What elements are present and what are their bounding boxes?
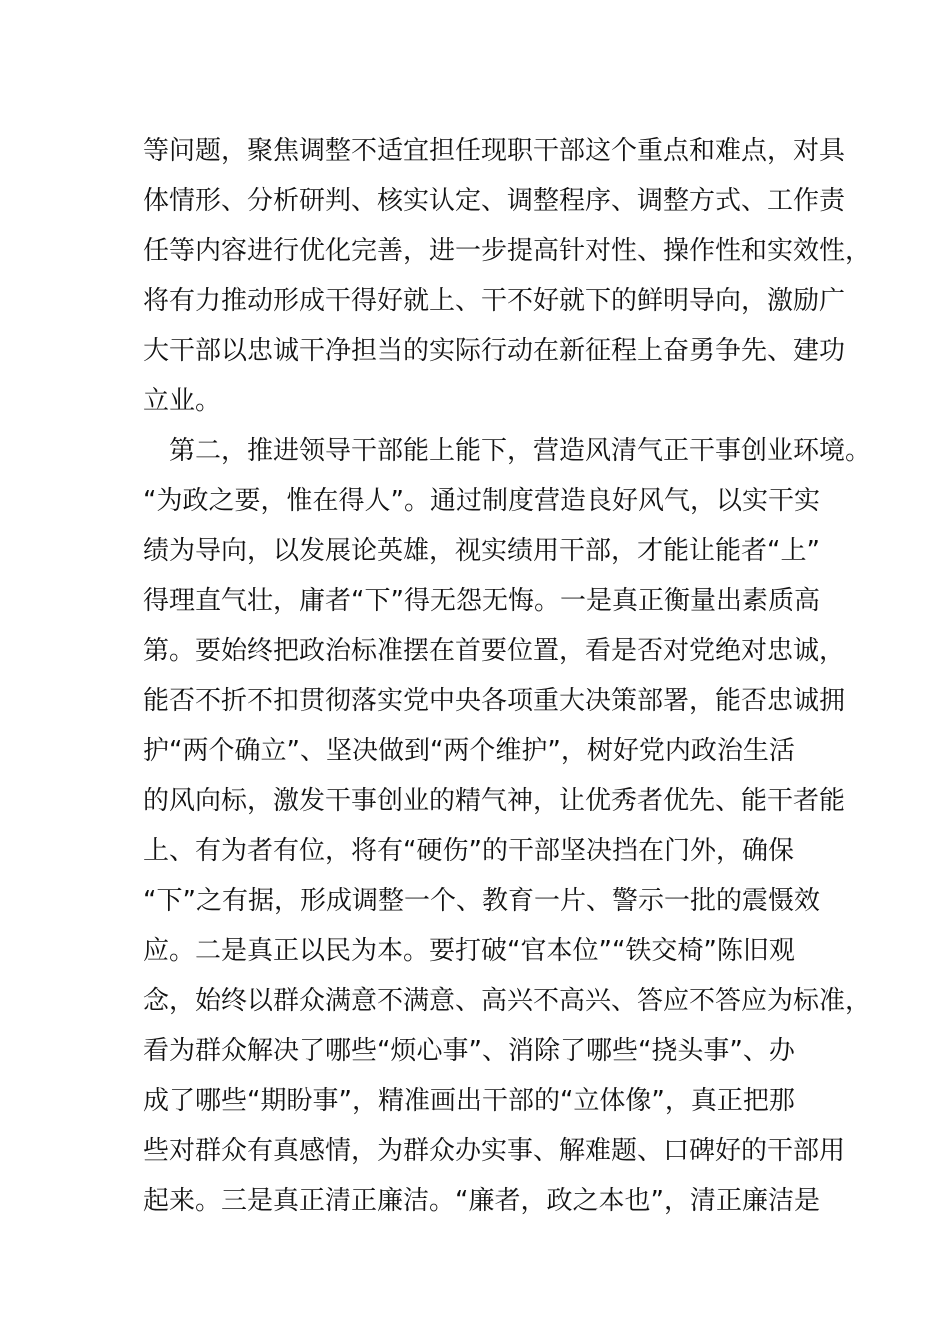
- text-line-4: 将有力推动形成干得好就上、干不好就下的鲜明导向，激励广: [143, 286, 846, 316]
- text-line-5: 大干部以忠诚干净担当的实际行动在新征程上奋勇争先、建功: [143, 336, 846, 366]
- text-line-13: 护“两个确立”、坚决做到“两个维护”，树好党内政治生活: [143, 736, 795, 766]
- text-line-2: 体情形、分析研判、核实认定、调整程序、调整方式、工作责: [143, 186, 846, 216]
- text-line-19: 看为群众解决了哪些“烦心事”、消除了哪些“挠头事”、办: [143, 1036, 795, 1066]
- text-line-21: 些对群众有真感情，为群众办实事、解难题、口碑好的干部用: [143, 1136, 846, 1166]
- text-line-11: 第。要始终把政治标准摆在首要位置，看是否对党绝对忠诚，: [143, 636, 846, 666]
- text-line-14: 的风向标，激发干事创业的精气神，让优秀者优先、能干者能: [143, 786, 846, 816]
- text-line-8: “为政之要，惟在得人”。通过制度营造良好风气，以实干实: [143, 486, 820, 516]
- text-line-9: 绩为导向，以发展论英雄，视实绩用干部，才能让能者“上”: [143, 536, 820, 566]
- body-text: [143, 126, 872, 1226]
- text-line-7: 第二，推进领导干部能上能下，营造风清气正干事创业环境。: [143, 436, 872, 466]
- text-line-12: 能否不折不扣贯彻落实党中央各项重大决策部署，能否忠诚拥: [143, 686, 846, 716]
- text-line-22: 起来。三是真正清正廉洁。“廉者，政之本也”，清正廉洁是: [143, 1186, 820, 1216]
- text-line-10: 得理直气壮，庸者“下”得无怨无悔。一是真正衡量出素质高: [143, 586, 820, 616]
- text-line-18: 念，始终以群众满意不满意、高兴不高兴、答应不答应为标准，: [143, 986, 872, 1016]
- text-line-1: 等问题，聚焦调整不适宜担任现职干部这个重点和难点，对具: [143, 136, 846, 166]
- text-line-6: 立业。: [143, 386, 222, 416]
- text-line-15: 上、有为者有位，将有“硬伤”的干部坚决挡在门外，确保: [143, 836, 794, 866]
- text-line-16: “下”之有据，形成调整一个、教育一片、警示一批的震慑效: [143, 886, 820, 916]
- text-line-20: 成了哪些“期盼事”，精准画出干部的“立体像”，真正把那: [143, 1086, 795, 1116]
- text-line-17: 应。二是真正以民为本。要打破“官本位”“铁交椅”陈旧观: [143, 936, 795, 966]
- text-line-3: 任等内容进行优化完善，进一步提高针对性、操作性和实效性，: [143, 236, 872, 266]
